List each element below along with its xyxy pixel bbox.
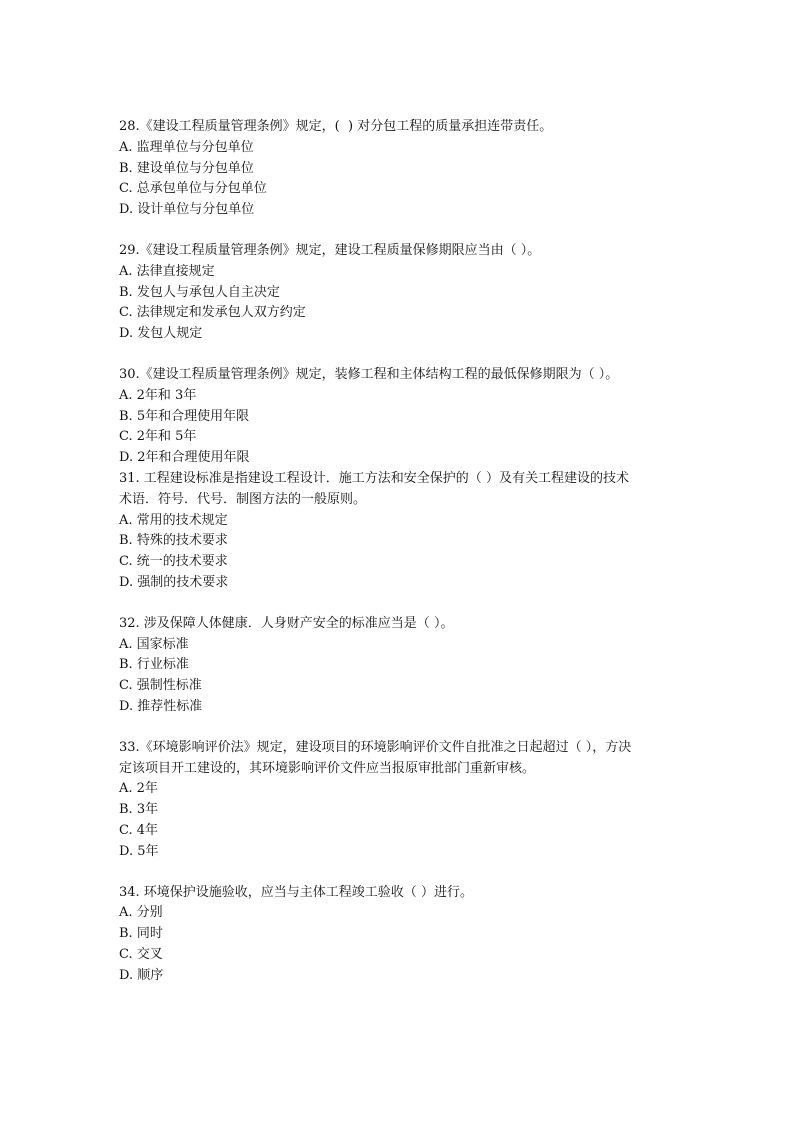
option-b: B. 5年和合理使用年限: [119, 408, 250, 424]
question-30: [119, 365, 679, 469]
question-list: [119, 117, 679, 986]
question-28: [119, 117, 679, 221]
option-d: D. 推荐性标准: [119, 698, 203, 714]
option-b: B. 特殊的技术要求: [119, 533, 228, 549]
option-d: D. 5年: [119, 843, 159, 859]
question-stem: 31. 工程建设标准是指建设工程设计．施工方法和安全保护的（ ）及有关工程建设的技术: [119, 470, 629, 486]
option-c: C. 4年: [119, 822, 159, 838]
option-a: A. 分别: [119, 905, 163, 921]
question-stem: 29.《建设工程质量管理条例》规定，建设工程质量保修期限应当由（ ）。: [119, 242, 541, 258]
option-c: C. 总承包单位与分包单位: [119, 181, 267, 197]
option-a: A. 国家标准: [119, 636, 189, 652]
option-d: D. 强制的技术要求: [119, 574, 229, 590]
option-b: B. 行业标准: [119, 657, 189, 673]
option-c: C. 交叉: [119, 946, 163, 962]
question-34: [119, 883, 679, 987]
question-31: [119, 469, 679, 594]
option-c: C. 2年和 5年: [119, 429, 197, 445]
option-a: A. 2年: [119, 781, 158, 797]
option-a: A. 法律直接规定: [119, 263, 215, 279]
option-c: C. 法律规定和发承包人双方约定: [119, 305, 306, 321]
option-d: D. 发包人规定: [119, 326, 203, 342]
option-a: A. 常用的技术规定: [119, 512, 228, 528]
option-c: C. 统一的技术要求: [119, 554, 228, 570]
question-stem: 33.《环境影响评价法》规定，建设项目的环境影响评价文件自批准之日起超过（ ），方决: [119, 739, 632, 755]
option-c: C. 强制性标准: [119, 678, 202, 694]
option-a: A. 2年和 3年: [119, 387, 197, 403]
option-b: B. 发包人与承包人自主决定: [119, 284, 280, 300]
question-stem: 34. 环境保护设施验收，应当与主体工程竣工验收（ ）进行。: [119, 884, 473, 900]
question-stem-continued: 定该项目开工建设的，其环境影响评价文件应当报原审批部门重新审核。: [119, 760, 536, 776]
question-29: [119, 241, 679, 345]
option-a: A. 监理单位与分包单位: [119, 139, 254, 155]
question-stem: 32. 涉及保障人体健康．人身财产安全的标准应当是（ ）。: [119, 615, 454, 631]
option-b: B. 建设单位与分包单位: [119, 160, 254, 176]
question-stem: 30.《建设工程质量管理条例》规定，装修工程和主体结构工程的最低保修期限为（ ）。: [119, 366, 619, 382]
option-d: D. 2年和合理使用年限: [119, 450, 250, 466]
question-33: [119, 738, 679, 863]
question-stem-continued: 术语．符号．代号．制图方法的一般原则。: [119, 491, 367, 507]
option-b: B. 3年: [119, 802, 159, 818]
option-d: D. 设计单位与分包单位: [119, 202, 255, 218]
option-b: B. 同时: [119, 926, 163, 942]
option-d: D. 顺序: [119, 967, 164, 983]
question-stem: 28.《建设工程质量管理条例》规定，( ) 对分包工程的质量承担连带责任。: [119, 119, 553, 134]
question-32: [119, 614, 679, 718]
